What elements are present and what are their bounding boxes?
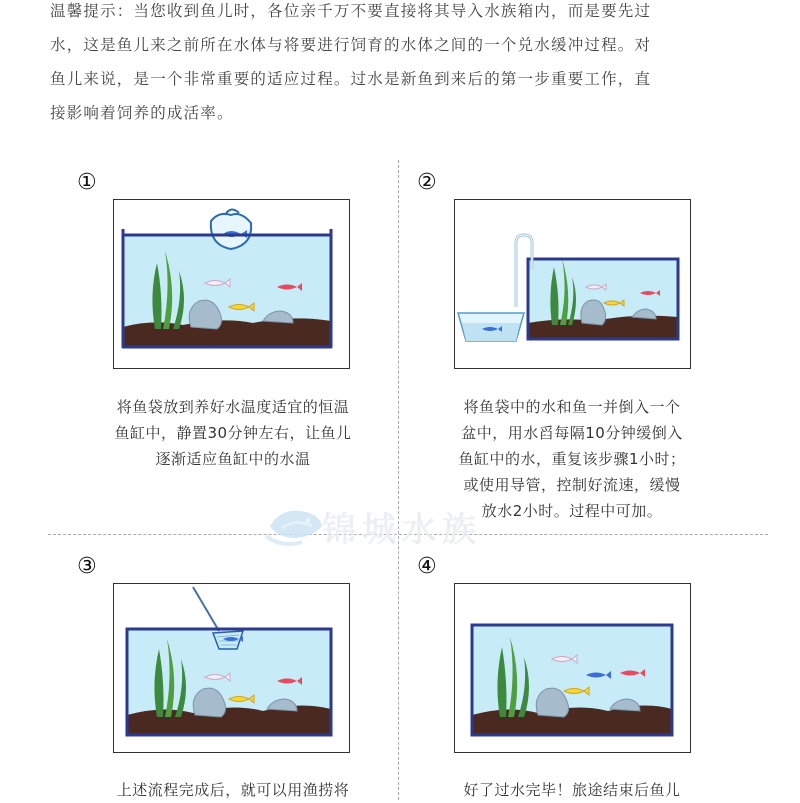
- caption-line: 好了过水完毕！旅途结束后鱼儿: [463, 781, 681, 799]
- step-number: ③: [77, 554, 97, 579]
- tank-with-tube-and-basin-icon: [454, 199, 691, 369]
- step-3-illustration: [113, 583, 350, 753]
- caption-line: 或使用导管，控制好流速，缓慢: [463, 476, 681, 494]
- caption-line: 盆中，用水舀每隔10分钟缓倒入: [461, 424, 683, 442]
- step-4-caption: [432, 777, 712, 803]
- vertical-divider: [398, 160, 399, 800]
- caption-line: 鱼缸中的水，重复该步骤1小时；: [458, 450, 686, 468]
- intro-text: [50, 0, 750, 130]
- caption-line: 放水2小时。过程中可加。: [481, 502, 663, 520]
- intro-line: 鱼儿来说，是一个非常重要的适应过程。过水是新鱼到来后的第一步重要工作，直: [50, 70, 652, 88]
- tank-with-fish-bag-icon: [113, 199, 350, 369]
- step-4-illustration: [454, 583, 691, 753]
- intro-line: 接影响着饲养的成活率。: [50, 104, 234, 122]
- intro-line: 温馨提示：当您收到鱼儿时，各位亲千万不要直接将其导入水族箱内，而是要先过: [50, 2, 652, 20]
- tank-with-fish-net-icon: [113, 583, 350, 753]
- caption-line: 鱼缸中，静置30分钟左右，让鱼儿: [114, 424, 352, 442]
- step-number: ④: [417, 554, 437, 579]
- step-number: ②: [417, 170, 437, 195]
- step-number: ①: [77, 170, 97, 195]
- caption-line: 将鱼袋放到养好水温度适宜的恒温: [116, 398, 350, 416]
- step-1-illustration: [113, 199, 350, 369]
- watermark: [262, 492, 502, 556]
- caption-line: 逐渐适应鱼缸中的水温: [155, 450, 311, 468]
- step-3-caption: [93, 777, 373, 803]
- step-2-illustration: [454, 199, 691, 369]
- caption-line: 上述流程完成后，就可以用渔捞将: [116, 781, 350, 799]
- watermark-text: 锦城水族: [322, 510, 482, 550]
- intro-line: 水，这是鱼儿来之前所在水体与将要进行饲育的水体之间的一个兑水缓冲过程。对: [50, 36, 652, 54]
- caption-line: 将鱼袋中的水和鱼一并倒入一个: [463, 398, 681, 416]
- tank-with-fish-icon: [454, 583, 691, 753]
- step-1-caption: [93, 394, 373, 472]
